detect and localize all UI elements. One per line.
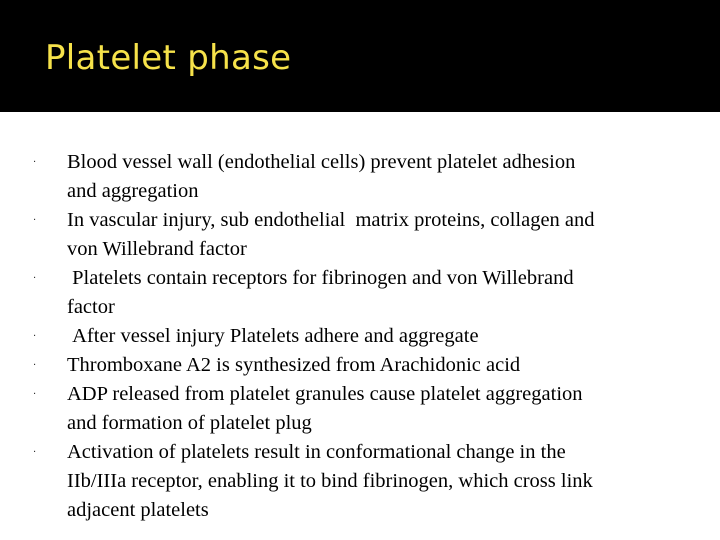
bullet-item [0,322,720,351]
bullet-marker-icon: · [33,215,37,226]
bullet-item [0,206,720,264]
bullet-text: Thromboxane A2 is synthesized from Arachidonic acid [67,354,521,376]
bullet-item [0,148,720,206]
title-bar [0,0,720,112]
bullet-marker-icon: · [33,360,37,371]
bullet-text: Platelets contain receptors for fibrinogen and von Willebrand factor [67,267,574,318]
bullet-marker-icon: · [33,331,37,342]
bullet-list [0,148,720,525]
bullet-marker-icon: · [33,447,37,458]
bullet-item [0,351,720,380]
bullet-item [0,380,720,438]
slide-title: Platelet phase [45,38,292,78]
bullet-text: Blood vessel wall (endothelial cells) prevent platelet adhesion and aggregation [67,151,576,202]
bullet-text: In vascular injury, sub endothelial matrix proteins, collagen and von Willebrand factor [67,209,595,260]
bullet-marker-icon: · [33,157,37,168]
bullet-text: ADP released from platelet granules cause platelet aggregation and formation of platelet plug [67,383,583,434]
bullet-item [0,264,720,322]
bullet-item [0,438,720,525]
bullet-text: After vessel injury Platelets adhere and aggregate [67,325,479,347]
bullet-text: Activation of platelets result in conformational change in the IIb/IIIa receptor, enabling it to bind fibrinogen, which cross link adjacent platelets [67,441,593,521]
bullet-marker-icon: · [33,389,37,400]
bullet-marker-icon: · [33,273,37,284]
